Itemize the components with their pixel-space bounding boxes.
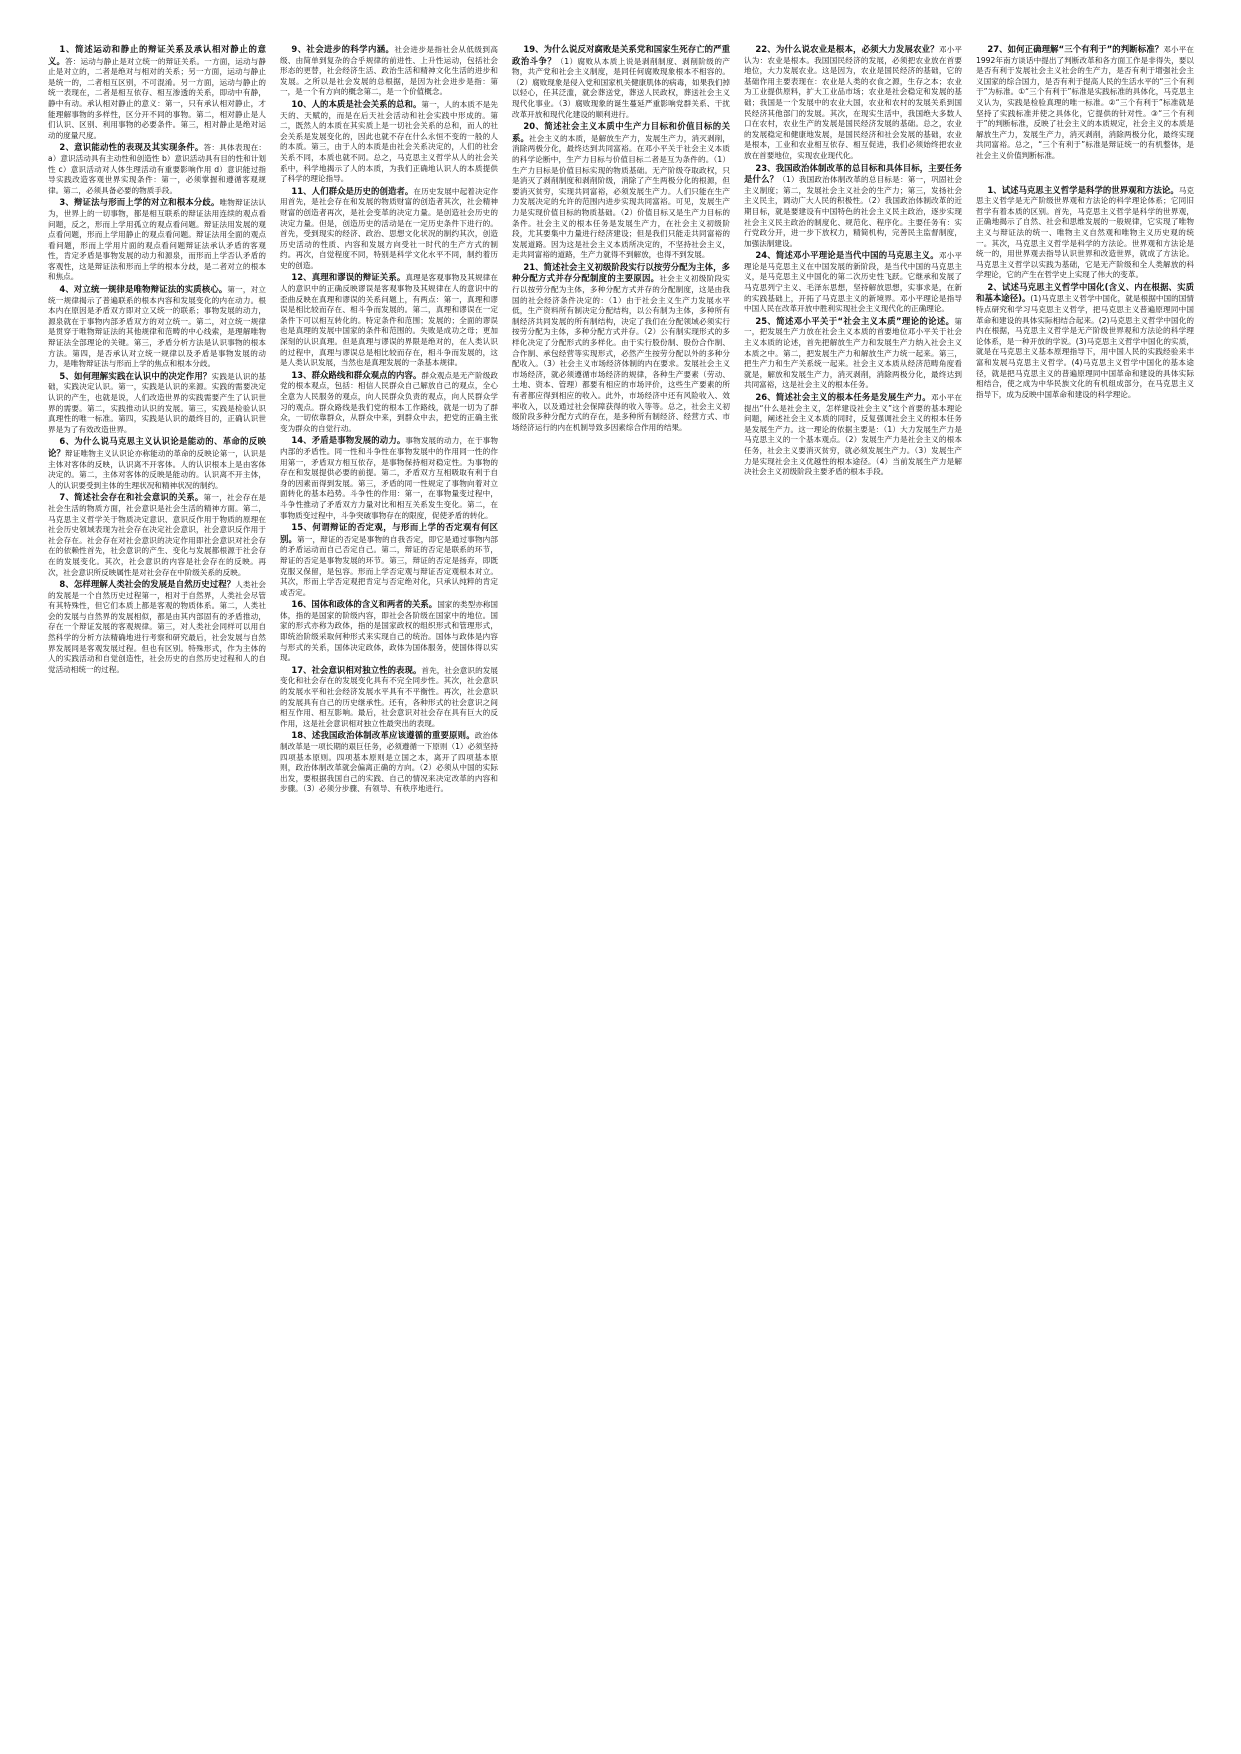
qa-item <box>48 371 266 436</box>
answer-text: 第一，人的本质不是先天的、天赋的，而是在后天社会活动和社会实践中形成的。第二，既然人的本质在其实质上是一切社会关系的总和，而人的社会关系是发展变化的，因此也就不存在什么永恒不变的一般的人的本质。第三，由于人的本质是由社会关系决定的，人们的社会关系不同，本质也就不同。总之，马克思主义哲学从人的社会关系中，科学地揭示了人的本质，为我们正确地认识人的本质提供了科学的理论指导。 <box>280 99 498 184</box>
question-heading: 12、真理和谬误的辩证关系。 <box>291 272 406 283</box>
answer-text: 社会主义初级阶段实行以按劳分配为主体，多种分配方式并存的分配制度，这是由我国的社会经济条件决定的：（1）由于社会主义生产力发展水平低，生产资料所有制决定分配结构，以公有制为主体，多种所有制经济共同发展的所有制结构，决定了我们在分配领域必须实行按劳分配为主体，多种分配方式并存。（2）公有制实现形式的多样化决定了分配形式的多样化。由于实行股份制、股份合作制、合作制、承包经营等实现形式，必然产生按劳分配以外的多种分配收入。（3）社会主义市场经济体制的内在要求。发展社会主义市场经济，就必须遵循市场经济的规律，各种生产要素（劳动、土地、资本、管理）都要有相应的市场评价，这些生产要素的所有者都应得到相应的收入。此外，市场经济中还有风险收入、效率收入，以及通过社会保障获得的收入等等。总之，社会主义初级阶段多种分配方式的存在，是多种所有制经济、经营方式、市场经济运行的内在机制导致多因素综合作用的结果。 <box>512 274 730 432</box>
qa-item <box>48 197 266 283</box>
answer-text: 辩证唯物主义认识论亦称能动的革命的反映论第一，认识是主体对客体的反映，认识离不开客体。人的认识根本上是由客体决定的。第二，主体对客体的反映是能动的。认识离不开主体，人的认识要受到主体的生理状况和精神状况的制约。 <box>48 448 266 490</box>
answer-text: (1)马克思主义哲学中国化，就是根据中国的国情特点研究和学习马克思主义哲学，把马克思主义普遍原理同中国革命和建设的具体实际相结合起来。(2)马克思主义哲学中国化的内在根据，马克思主义哲学是无产阶级世界观和方法论的科学理论体系，是一种开放的学说。(3)马克思主义哲学中国化的实质，就是在马克思主义基本原理指导下，用中国人民的实践经验来丰富和发展马克思主义哲学。(4)马克思主义哲学中国化的基本途径，就是把马克思主义的普遍原理同中国革命和建设的具体实际相结合，使之成为中华民族文化的有机组成部分，在马克思主义指导下，成为反映中国革命和建设的科学理论。 <box>976 294 1194 399</box>
question-heading: 27、如何正确理解“三个有利于”的判断标准？ <box>987 44 1164 54</box>
qa-item <box>280 665 498 730</box>
qa-item <box>280 186 498 272</box>
question-heading: 3、辩证法与形而上学的对立和根本分歧。 <box>59 197 220 208</box>
section-gap <box>976 163 1194 185</box>
document-page <box>48 44 1198 1724</box>
text-column-5 <box>976 44 1194 1724</box>
qa-item <box>48 492 266 578</box>
answer-text: 邓小平理论是马克思主义在中国发展的新阶段，是当代中国的马克思主义，是马克思主义中国化的第二次历史性飞跃。它继承和发展了马克思列宁主义、毛泽东思想，坚持解放思想，实事求是，在新的实践基础上，开拓了马克思主义的新境界。邓小平理论是指导中国人民在改革开放中胜利实现社会主义现代化的正确理论。 <box>744 251 962 314</box>
answer-text: 唯物辩证法认为，世界上的一切事物，都是相互联系的辩证法用连续的观点看问题，反之，形而上学用孤立的观点看问题。辩证法用发展的观点看问题，形而上学用静止的观点看问题。辩证法用全面的观点看问题，形而上学用片面的观点看问题辩证法承认矛盾的客观性，肯定矛盾是事物发展的动力和源泉，而形而上学否认矛盾的客观性，这是辩证法和形而上学的根本分歧，是二者对立的根本和焦点。 <box>48 198 266 282</box>
qa-item <box>744 44 962 162</box>
question-heading: 2、试述马克思主义哲学中国化(含义、内在根据、实质和基本途径)。 <box>976 281 1194 304</box>
answer-text: 实践是认识的基础，实践决定认识。第一，实践是认识的来源。实践的需要决定认识的产生，也就是说，人们改造世界的实践需要产生了认识世界的需要。第二，实践推动认识的发展。第三，实践是检验认识真理性的唯一标准。第四，实践是认识的最终目的，正确认识世界是为了有效改造世界。 <box>48 371 266 434</box>
question-heading: 1、简述运动和静止的辩证关系及承认相对静止的意义。 <box>48 44 266 66</box>
answer-text: 马克思主义哲学是无产阶级世界观和方法论的科学理论体系；它同旧哲学有着本质的区别。首先，马克思主义哲学是科学的世界观，正确地揭示了自然、社会和思维发展的一般规律，它实现了唯物主义与辩证法的统一、唯物主义自然观和唯物主义历史观的统一。其次，马克思主义哲学是科学的方法论。世界观和方法论是统一的，用世界观去指导认识世界和改造世界，就成了方法论。马克思主义哲学以实践为基础，它是无产阶级和全人类解放的科学理论，它的产生在哲学史上实现了伟大的变革。 <box>976 185 1194 280</box>
answer-text: 国家的类型亦称国体，指的是国家的阶级内容，即社会各阶级在国家中的地位。国家的形式亦称为政体，指的是国家政权的组织形式和管理形式，即统治阶级采取何种形式来实现自己的统治。国体与政体是内容与形式的关系，国体决定政体，政体为国体服务，使国体得以实现。 <box>280 600 498 663</box>
question-heading: 1、试述马克思主义哲学是科学的世界观和方法论。 <box>987 184 1179 195</box>
qa-item <box>976 44 1194 162</box>
question-heading: 22、为什么说农业是根本，必须大力发展农业？ <box>755 44 939 54</box>
qa-item <box>48 284 266 370</box>
answer-text: 人类社会的发展是一个自然历史过程第一，相对于自然界，人类社会尽管有其特殊性，但它们本质上都是客观的物质体系。第二，人类社会的发展与自然界的发展相似，都是由其内部固有的矛盾推动，存在一个辩证发展的客观规律。第三，对人类社会同样可以用自然科学的分析方法精确地进行考察和研究最后，社会发展与自然界发展同是客观发展过程。但也有区别。特殊形式，作为主体的人的实践活动和自觉创造性，社会历史的自然历史过程和人的自觉活动相统一的过程。 <box>48 580 266 674</box>
question-heading: 21、简述社会主义初级阶段实行以按劳分配为主体，多种分配方式并存分配制度的主要原因。 <box>512 261 730 284</box>
answer-text: 第一，把发展生产力放在社会主义本质的首要地位邓小平关于社会主义本质的论述，首先把解放生产力和发展生产力纳入社会主义本质之中。第二，把发展生产力和解放生产力统一起来。第三，把生产力和生产关系统一起来。社会主义本质从经济范畴角度看就是，解放和发展生产力，消灭剥削，消除两极分化，最终达到共同富裕，这是社会主义的根本任务。 <box>744 316 962 390</box>
answer-text: 第一，社会存在是社会生活的物质方面，社会意识是社会生活的精神方面。第二，马克思主义哲学关于物质决定意识、意识反作用于物质的原理在社会历史领域表现为社会存在决定社会意识，社会意识反作用于社会存在。社会存在对社会意识的决定作用即社会意识对社会存在的依赖性首先，社会意识的产生、变化与发展都根源于社会存在的发展变化。其次，社会意识的内容是社会存在的反映。再次，社会意识所反映属性是对社会存在中阶级关系的反映。 <box>48 493 266 577</box>
qa-item <box>280 370 498 435</box>
qa-item <box>48 436 266 491</box>
question-heading: 14、矛盾是事物发展的动力。 <box>291 435 406 446</box>
text-column-1 <box>48 44 266 1724</box>
question-heading: 17、社会意识相对独立性的表现。 <box>291 664 422 675</box>
qa-item <box>280 44 498 98</box>
text-column-3 <box>512 44 730 1724</box>
text-column-2 <box>280 44 498 1724</box>
qa-item <box>976 185 1194 281</box>
answer-text: 答：运动与静止是对立统一的辩证关系。一方面，运动与静止是对立的，二者是绝对与相对的关系；另一方面，运动与静止是统一的，二者相互区别，不可混淆。另一方面，运动与静止的统一表现在，二者是相互依存、相互渗透的关系，即动中有静，静中有动。承认相对静止的意义：第一，只有承认相对静止，才能理解事物的多样性，区分开不同的事物。第二，相对静止是人们认识、区别、利用事物的必要条件。第三，相对静止是绝对运动的度量尺度。 <box>48 56 266 140</box>
qa-item <box>744 316 962 391</box>
answer-text: （1）腐败从本质上说是剥削制度、剥削阶级的产物，共产党和社会主义制度，是同任何腐败现象根本不相容的。（2）腐败现象是侵入党和国家机关健康肌体的病毒，如果我们掉以轻心，任其泛滥，就会葬送党，葬送人民政权，葬送社会主义现代化事业。（3）腐败现象的诞生蔓延严重影响党群关系、干扰改革开放和现代化建设的顺利进行。 <box>512 56 730 119</box>
question-heading: 9、社会进步的科学内涵。 <box>291 44 395 54</box>
question-heading: 2、意识能动性的表现及其实现条件。 <box>59 142 204 153</box>
question-heading: 25、简述邓小平关于“社会主义本质”理论的论述。 <box>755 315 955 326</box>
question-heading: 8、怎样理解人类社会的发展是自然历史过程？ <box>59 579 236 590</box>
question-heading: 10、人的本质是社会关系的总和。 <box>291 98 422 109</box>
answer-text: 邓小平在提出“什么是社会主义，怎样建设社会主义”这个首要的基本理论问题，阐述社会主义本质的同时，反复强调社会主义的根本任务是发展生产力。这一理论的依据主要是：（1）大力发展生产力是马克思主义的一个基本观点。（2）发展生产力是社会主义的根本任务，社会主义要消灭贫穷，就必须发展生产力。（3）发展生产力是实现社会主义优越性的根本途径。（4）当前发展生产力是解决社会主义初级阶段主要矛盾的根本手段。 <box>744 393 962 477</box>
qa-item <box>976 282 1194 401</box>
qa-item <box>280 272 498 368</box>
question-heading: 24、简述邓小平理论是当代中国的马克思主义。 <box>755 250 939 261</box>
answer-text: 社会主义的本质，是解放生产力，发展生产力，消灭剥削，消除两极分化，最终达到共同富裕。在邓小平关于社会主义本质的科学论断中，生产力目标与价值目标二者是互为条件的。（1）生产力目标是价值目标实现的物质基础。无产阶级夺取政权，只是消灭了剥削制度和剥削阶级，消除了产生两极分化的根源，但要消灭贫穷，实现共同富裕，必须发展生产力。人们只能在生产力发展决定的允许的范围内进步实现共同富裕。可见，发展生产力是实现价值目标的物质基础。（2）价值目标又是生产力目标的条件。社会主义的根本任务是发展生产力，在社会主义初级阶段，尤其要集中力量进行经济建设；但是我们只能走共同富裕的发展道路。因为这是社会主义本质所决定的，不坚持社会主义，走共同富裕的道路，生产力就得不到解放，也得不到发展。 <box>512 133 730 260</box>
answer-text: 在历史发展中起着决定作用首先，是社会存在和发展的物质财富的创造者其次，社会精神财富的创造者再次，是社会变革的决定力量。是创造社会历史的决定力量。但是，创造历史的活动是在一定历史条件下进行的。首先，受到现实的经济、政治、思想文化状况的制约其次，创造历史活动的性质、内容和发展方向受社一时代的生产方式的制约。再次，自觉程度不同，特别是科学文化水平不同，制约着历史的创造。 <box>280 186 498 270</box>
qa-item <box>48 579 266 675</box>
qa-item <box>48 142 266 196</box>
qa-item <box>48 44 266 141</box>
answer-text: 答：具体表现在：a）意识活动具有主动性和创造性 b）意识活动具有目的性和计划性 c）意识活动对人体生理活动有重要影响作用 d）意识能过指导实践改造客观世界实现条件：第一，必须掌握和遵循客观规律。第二，必须具备必要的物质手段。 <box>48 143 266 195</box>
answer-text: 真理是客观事物及其规律在人的意识中的正确反映谬误是客观事物及其规律在人的意识中的歪曲反映在真理和谬误的关系问题上，有两点：第一，真理和谬误是相比较而存在、相斗争而发展的。第二，真理和谬误在一定条件下可以相互转化的。特定条件和范围；发展的；全面的谬误也是真理的发展中国家的条件和范围的。失败是成功之母；更加深刻的认识真理。但是真理与谬误的界限是绝对的，在人类认识的过程中，真理与谬误总是相比较而存在，相斗争而发展的，这是人类认识发展，当然也是真理发展的一条基本规律。 <box>280 273 498 368</box>
qa-item <box>280 730 498 795</box>
qa-item <box>280 599 498 664</box>
answer-text: 第一，辩证的否定是事物的自我否定，即它是通过事物内部的矛盾运动而自己否定自己。第二，辩证的否定是联系的环节，辩证的否定是事物发展的环节。第三，辩证的否定是扬弃，即既克服又保留，是包容。形而上学否定观与辩证否定观根本对立。其次，形而上学否定观把肯定与否定绝对化，只承认纯粹的肯定或否定。 <box>280 534 498 597</box>
answer-text: 政治体制改革是一项长期的艰巨任务，必须遵循一下原则（1）必须坚持四项基本原则。四项基本原则是立国之本，离开了四项基本原则，政治体制改革就会偏离正确的方向。（2）必须从中国的实际出发，要根据我国自己的实践、自己的情况来决定改革的内容和步骤。（3）必须分步骤、有领导、有秩序地进行。 <box>280 731 498 794</box>
question-heading: 13、群众路线和群众观点的内容。 <box>291 369 422 380</box>
qa-item <box>280 522 498 598</box>
question-heading: 20、简述社会主义本质中生产力目标和价值目标的关系。 <box>512 121 730 143</box>
text-column-4 <box>744 44 962 1724</box>
question-heading: 4、对立统一规律是唯物辩证法的实质核心。 <box>59 284 228 295</box>
qa-item <box>744 250 962 315</box>
qa-item <box>280 435 498 521</box>
qa-item <box>512 44 730 120</box>
question-heading: 11、人们群众是历史的创造者。 <box>291 185 414 196</box>
question-heading: 5、如何理解实践在认识中的决定作用？ <box>59 370 212 381</box>
qa-item <box>280 99 498 185</box>
answer-text: 事物发展的动力，在于事物内部的矛盾性。同一性和斗争性在事物发展中的作用同一性的作用第一，矛盾双方相互依存，是事物保持相对稳定性。为事物的存在和发展提供必要的前提。第二，矛盾双方互相吸取有利于自身的因素而得到发展。第三，矛盾的同一性规定了事物向着对立面转化的基本趋势。斗争性的作用：第一，在事物量变过程中，斗争性推动了矛盾双方力量对比和相互关系发生变化。第二，在事物质变过程中，斗争突破事物存在的限度，促使矛盾的转化。 <box>280 436 498 520</box>
answer-text: 第一，对立统一规律揭示了普遍联系的根本内容和发展变化的内在动力。根本内在原因是矛盾双方即对立又统一的联系；事物发展的动力，源泉就在于事物内部矛盾双方的对立统一。第二，对立统一规律是贯穿于唯物辩证法的其他规律和范畴的中心线索，是理解唯物辩证法全部理论的关键。第三，矛盾分析方法是认识事物的根本方法。第四，是否承认对立统一规律以及矛盾是事物发展的动力，是唯物辩证法与形而上学的焦点和根本分歧。 <box>48 285 266 369</box>
answer-text: 首先，社会意识的发展变化和社会存在的发展变化具有不完全同步性。其次，社会意识的发展水平和社会经济发展水平具有不平衡性。再次，社会意识的发展具有自己的历史继承性。还有，各种形式的社会意识之间相互作用、相互影响。最后，社会意识对社会存在具有巨大的反作用，这是社会意识相对独立性最突出的表现。 <box>280 665 498 728</box>
question-heading: 18、述我国政治体制改革应该遵循的重要原则。 <box>291 730 475 741</box>
qa-item <box>512 121 730 261</box>
answer-text: 邓小平认为：农业是根本。我国国民经济的发展，必须把农业放在首要地位，大力发展农业。这是因为，农业是国民经济的基础，它的基础作用主要表现在：农业是人类的衣食之源，生存之本；农业为工业提供原料，扩大工业品市场；农业是社会稳定和发展的基础；我国是一个发展中的农业大国，农业和农村的发展关系到国民经济其他部门的发展。其次，在现实生活中，我国绝大多数人口在农村，农业生产的发展是国民经济发展的基础。总之，农业的发展稳定和健康地发展，是国民经济和社会发展的基础，农业是根本，工业和农业相互依存、相互促进，我们必须始终把农业放在首要地位，实现农业现代化。 <box>744 45 962 160</box>
qa-item <box>744 392 962 478</box>
answer-text: 社会进步是指社会从低级到高级、由简单到复杂的合乎规律的前进性、上升性运动，包括社会形态的更替，社会经济生活、政治生活和精神文化生活的进步和发展。之所以是社会发展的总根据，是因为社会进步是指：第一，是一个有方向的概念第二，是一个价值概念。 <box>280 45 498 97</box>
qa-item <box>744 163 962 250</box>
question-heading: 23、我国政治体制改革的总目标和具体目标，主要任务是什么？ <box>744 162 962 185</box>
question-heading: 15、何谓辩证的否定观，与形而上学的否定观有何区别。 <box>280 522 498 544</box>
question-heading: 7、简述社会存在和社会意识的关系。 <box>59 492 204 503</box>
qa-item <box>512 262 730 434</box>
question-heading: 26、简述社会主义的根本任务是发展生产力。 <box>755 392 931 402</box>
question-heading: 6、为什么说马克思主义认识论是能动的、革命的反映论？ <box>48 436 266 458</box>
question-heading: 19、为什么说反对腐败是关系党和国家生死存亡的严重政治斗争？ <box>512 44 730 66</box>
question-heading: 16、国体和政体的含义和两者的关系。 <box>291 599 438 610</box>
answer-text: 邓小平在1992年南方谈话中提出了判断改革和各方面工作是非得失，要以是否有利于发展社会主义社会的生产力，是否有利于增强社会主义国家的综合国力，是否有利于提高人民的生活水平的“三个有利于”为标准。①“三个有利于”标准是实践标准的具体化，马克思主义认为，实践是检验真理的唯一标准。②“三个有利于”标准就是坚持了实践标准并使之具体化，它提供的针对性。③“三个有利于”的判断标准，反映了社会主义的本质规定，社会主义的本质是解放生产力，发展生产力，消灭剥削，消除两极分化，最终实现共同富裕。总之，“三个有利于”标准是辩证统一的有机整体，是社会主义价值判断标准。 <box>976 45 1194 160</box>
answer-text: 群众观点是无产阶级政党的根本观点，包括：相信人民群众自己解放自己的观点，全心全意为人民服务的观点，向人民群众负责的观点，向人民群众学习的观点。群众路线是我们党的根本工作路线，就是一切为了群众，一切依靠群众，从群众中来，到群众中去，把党的正确主张变为群众的自觉行动。 <box>280 370 498 433</box>
answer-text: （1）我国政治体制改革的总目标是：第一，巩固社会主义制度；第二，发展社会主义社会的生产力；第三，发扬社会主义民主，调动广大人民的积极性。（2）我国政治体制改革的近期目标，就是要建设有中国特色的社会主义民主政治，逐步实现社会主义民主政治的制度化、规范化、程序化。主要任务有：实行党政分开，进一步下放权力，精简机构，完善民主监督制度，加强法制建设。 <box>744 175 962 248</box>
